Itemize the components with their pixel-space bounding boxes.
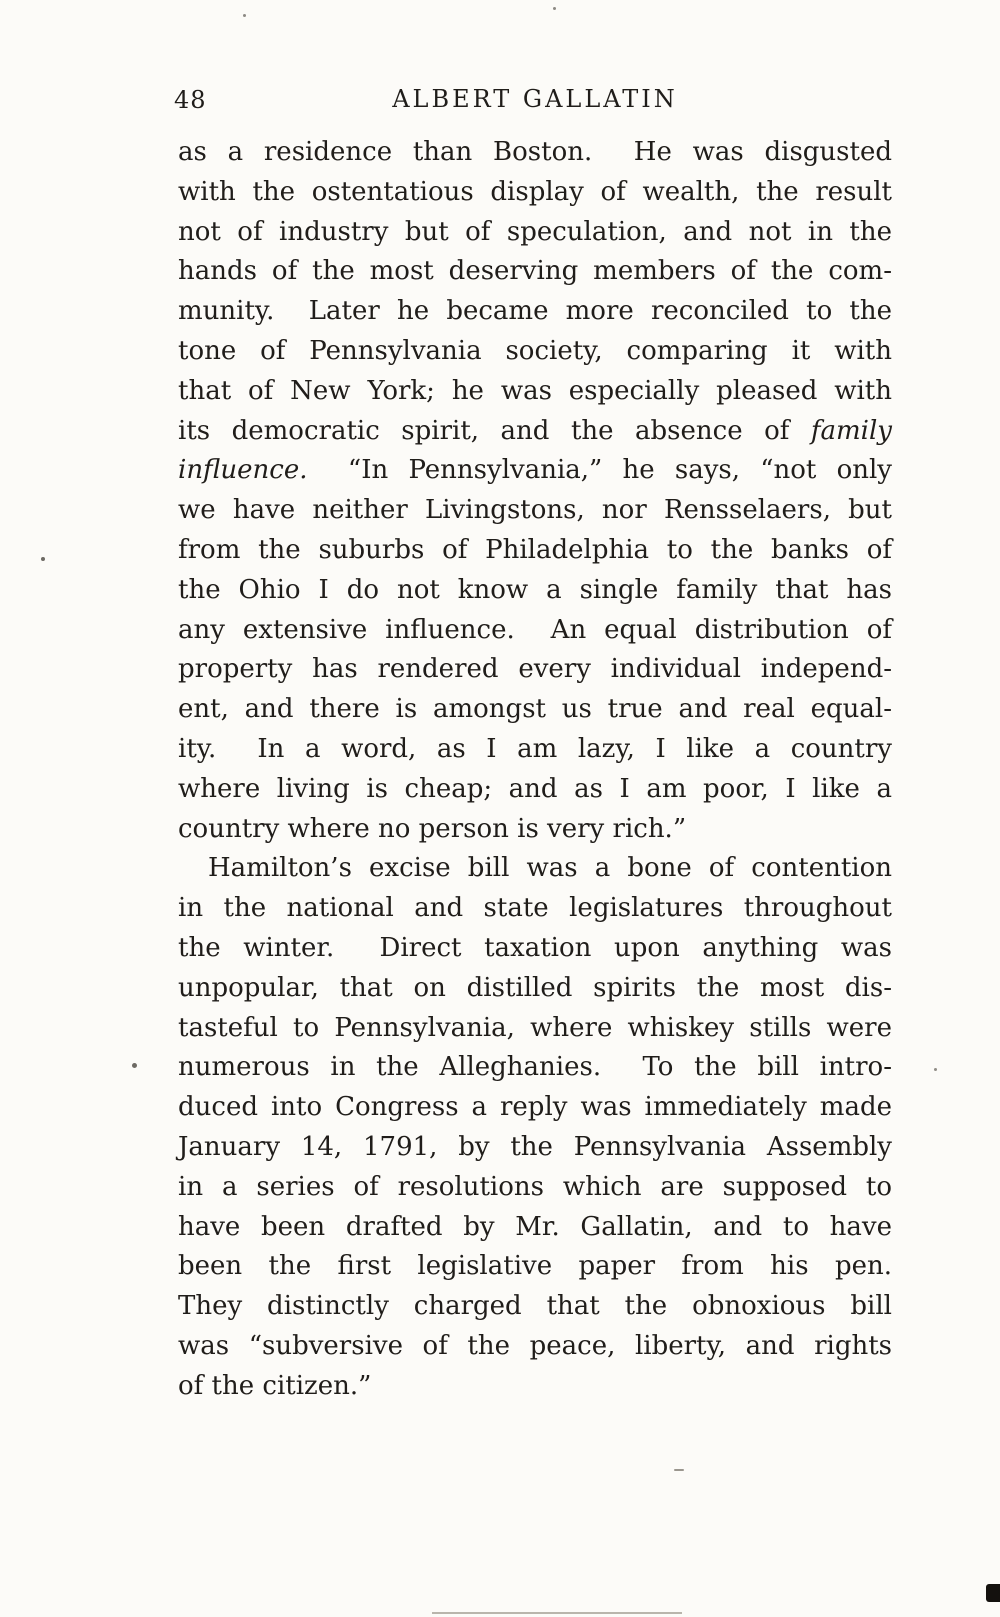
text-line: unpopular, that on distilled spirits the most dis- — [178, 972, 892, 1003]
text-line: ent, and there is amongst us true and real equal- — [178, 694, 892, 725]
scan-speck — [132, 1063, 137, 1068]
text-line: hands of the most deserving members of the com- — [178, 256, 892, 287]
text-segment: its democratic spirit, and the absence of — [178, 415, 811, 446]
text-line: duced into Congress a reply was immediately made — [178, 1092, 892, 1123]
text-line: where living is cheap; and as I am poor, I like a — [178, 773, 892, 804]
page-number: 48 — [174, 86, 207, 114]
scan-corner-mark — [986, 1584, 1000, 1602]
text-line: in a series of resolutions which are supposed to — [178, 1171, 892, 1202]
text-segment: “In Pennsylvania,” he says, “not only — [307, 455, 892, 486]
scan-speck — [243, 14, 246, 17]
text-line: have been drafted by Mr. Gallatin, and to have — [178, 1211, 892, 1242]
page-header — [174, 85, 892, 117]
text-line: numerous in the Alleghanies. To the bill intro- — [178, 1052, 892, 1083]
text-line: of the citizen.” — [178, 1370, 372, 1401]
text-line: tone of Pennsylvania society, comparing it with — [178, 335, 892, 366]
text-line: tasteful to Pennsylvania, where whiskey stills were — [178, 1012, 892, 1043]
text-line: the Ohio I do not know a single family that has — [178, 574, 892, 605]
text-line: not of industry but of speculation, and not in the — [178, 216, 892, 247]
text-line: we have neither Livingstons, nor Rensselaers, but — [178, 495, 892, 526]
scan-speck — [553, 7, 556, 10]
page-body — [178, 133, 892, 1407]
text-line: as a residence than Boston. He was disgusted — [178, 137, 892, 167]
text-line: property has rendered every individual independ- — [178, 654, 892, 685]
text-line: January 14, 1791, by the Pennsylvania Assembly — [178, 1131, 892, 1162]
paragraph — [178, 849, 892, 1406]
text-line: been the first legislative paper from his pen. — [178, 1251, 892, 1282]
running-header: ALBERT GALLATIN — [392, 85, 678, 113]
text-line: They distinctly charged that the obnoxious bill — [178, 1291, 892, 1322]
scan-dash — [674, 1469, 684, 1471]
text-line — [178, 451, 892, 491]
text-line: the winter. Direct taxation upon anything was — [178, 932, 892, 963]
text-line: with the ostentatious display of wealth, the result — [178, 176, 892, 207]
text-line: from the suburbs of Philadelphia to the banks of — [178, 534, 892, 565]
text-line: ity. In a word, as I am lazy, I like a country — [178, 733, 892, 764]
text-line — [178, 412, 892, 452]
italic-text: influence. — [178, 455, 308, 486]
text-line: munity. Later he became more reconciled to the — [178, 296, 892, 327]
text-line: in the national and state legislatures throughout — [178, 893, 892, 924]
paragraph — [178, 133, 892, 849]
scan-speck — [41, 557, 45, 561]
scan-speck — [934, 1068, 937, 1071]
text-line: country where no person is very rich.” — [178, 813, 687, 844]
text-line: any extensive influence. An equal distribution of — [178, 614, 892, 645]
scan-edge-line — [432, 1612, 682, 1614]
italic-text: family — [810, 415, 892, 446]
text-line: was “subversive of the peace, liberty, and rights — [178, 1330, 892, 1361]
text-line: Hamilton’s excise bill was a bone of contention — [208, 853, 892, 884]
text-line: that of New York; he was especially pleased with — [178, 375, 892, 406]
